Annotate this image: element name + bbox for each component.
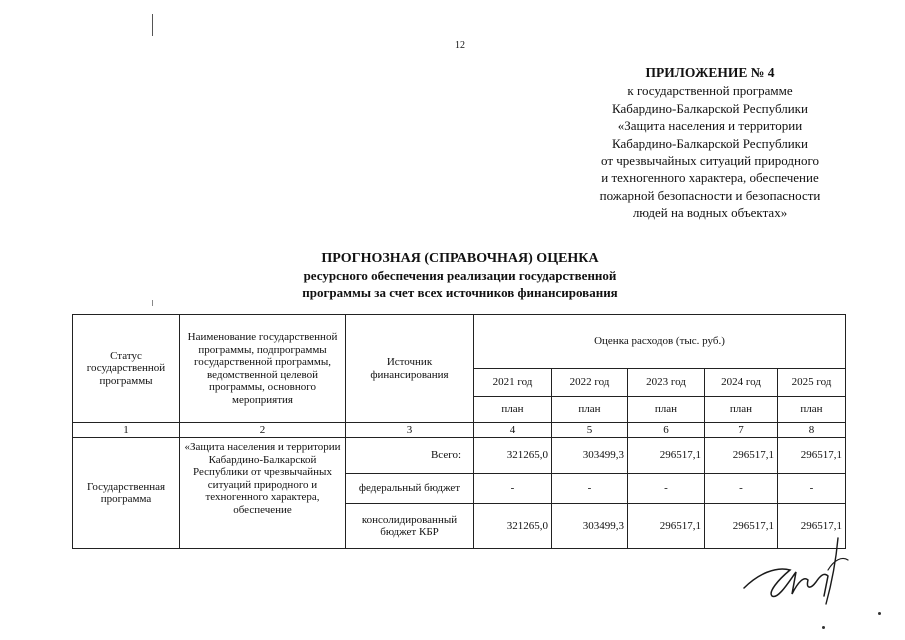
value-cell: 296517,1: [628, 504, 705, 549]
scan-speck: [878, 612, 881, 615]
header-plan: план: [705, 397, 778, 423]
value-cell: 296517,1: [778, 438, 846, 474]
value-cell: -: [705, 474, 778, 504]
source-cell: консолидированный бюджет КБР: [346, 504, 474, 549]
header-plan: план: [778, 397, 846, 423]
appendix-line: пожарной безопасности и безопасности: [599, 187, 821, 203]
header-name: Наименование государственной программы, подпрограммы государственной программы, ведомственной целевой программы, основного мероприятия: [180, 315, 346, 423]
value-cell: -: [552, 474, 628, 504]
appendix-line: к государственной программе: [627, 83, 793, 99]
value-cell: -: [474, 474, 552, 504]
value-cell: 321265,0: [474, 438, 552, 474]
scan-edge-mark: [152, 14, 153, 36]
column-number: 3: [346, 423, 474, 438]
column-number: 1: [73, 423, 180, 438]
value-cell: -: [628, 474, 705, 504]
heading-subtitle: ресурсного обеспечения реализации государственной: [303, 268, 617, 283]
financing-table: [72, 314, 846, 549]
program-status-cell: Государственная программа: [73, 438, 180, 549]
appendix-line: «Защита населения и территории: [617, 118, 803, 134]
heading-title: ПРОГНОЗНАЯ (СПРАВОЧНАЯ) ОЦЕНКА: [321, 251, 599, 266]
handwritten-signature: [738, 530, 866, 610]
header-year: 2025 год: [778, 369, 846, 397]
header-estimate: Оценка расходов (тыс. руб.): [474, 315, 846, 369]
header-year: 2023 год: [628, 369, 705, 397]
column-number: 7: [705, 423, 778, 438]
header-year: 2021 год: [474, 369, 552, 397]
appendix-line: от чрезвычайных ситуаций природного: [600, 153, 820, 169]
header-status: Статус государственной программы: [73, 315, 180, 423]
heading-subtitle: программы за счет всех источников финансирования: [302, 285, 618, 300]
header-plan: план: [552, 397, 628, 423]
appendix-block: [520, 64, 900, 222]
header-source: Источник финансирования: [346, 315, 474, 423]
value-cell: 296517,1: [778, 504, 846, 549]
page-number: 12: [455, 40, 465, 51]
column-number: 2: [180, 423, 346, 438]
appendix-line: людей на водных объектах»: [632, 205, 788, 221]
value-cell: 321265,0: [474, 504, 552, 549]
value-cell: 296517,1: [705, 504, 778, 549]
value-cell: 303499,3: [552, 438, 628, 474]
column-number: 5: [552, 423, 628, 438]
column-number: 6: [628, 423, 705, 438]
appendix-title: ПРИЛОЖЕНИЕ № 4: [645, 65, 775, 80]
column-number: 8: [778, 423, 846, 438]
value-cell: -: [778, 474, 846, 504]
column-number: 4: [474, 423, 552, 438]
appendix-line: и техногенного характера, обеспечение: [601, 170, 819, 186]
header-row: [73, 315, 846, 369]
value-cell: 303499,3: [552, 504, 628, 549]
header-plan: план: [474, 397, 552, 423]
value-cell: 296517,1: [705, 438, 778, 474]
program-name-cell: «Защита населения и территории Кабардино-Балкарской Республики от чрезвычайных ситуаций природного и техногенного характера, обеспечение: [180, 438, 346, 549]
document-heading: [160, 250, 760, 301]
header-year: 2024 год: [705, 369, 778, 397]
appendix-line: Кабардино-Балкарской Республики: [612, 100, 808, 116]
value-cell: 296517,1: [628, 438, 705, 474]
appendix-line: Кабардино-Балкарской Республики: [612, 135, 808, 151]
scan-speck: [822, 626, 825, 629]
source-cell: федеральный бюджет: [346, 474, 474, 504]
scan-dash-mark: [152, 300, 153, 306]
header-year: 2022 год: [552, 369, 628, 397]
source-cell: Всего:: [346, 438, 474, 474]
column-numbers-row: [73, 423, 846, 438]
table-row: [73, 438, 846, 474]
header-plan: план: [628, 397, 705, 423]
